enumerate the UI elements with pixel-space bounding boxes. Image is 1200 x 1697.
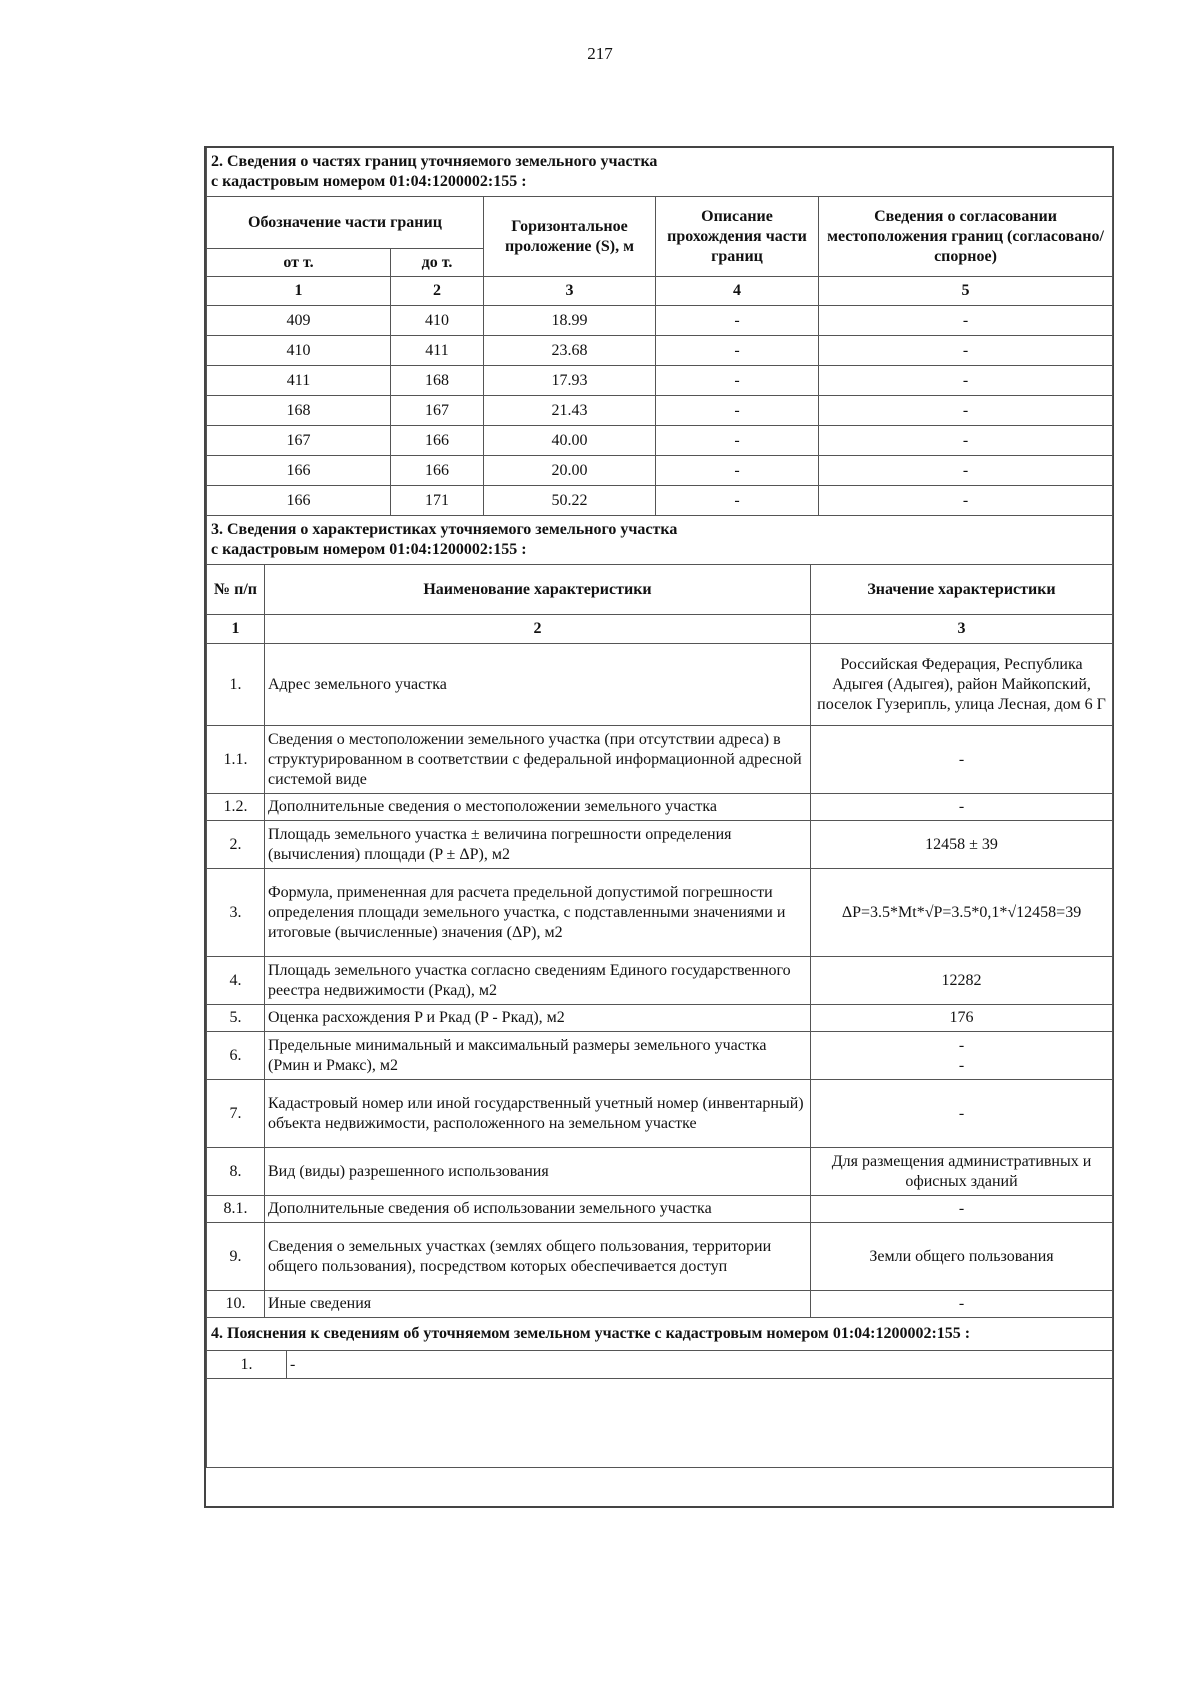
header-agreement: Сведения о согласовании местоположения границ (согласовано/спорное) bbox=[819, 197, 1113, 277]
agreement-cell: - bbox=[819, 486, 1113, 516]
table-row bbox=[207, 426, 1113, 456]
row-number: 1.2. bbox=[207, 794, 265, 821]
characteristic-value: - bbox=[811, 794, 1113, 821]
length-cell: 40.00 bbox=[484, 426, 656, 456]
row-number: 9. bbox=[207, 1223, 265, 1291]
table-row bbox=[207, 336, 1113, 366]
table-row bbox=[207, 1005, 1113, 1032]
table-row bbox=[207, 644, 1113, 726]
from-cell: 168 bbox=[207, 396, 391, 426]
section3-title bbox=[207, 516, 1113, 565]
table-row bbox=[207, 1196, 1113, 1223]
table-row bbox=[207, 1080, 1113, 1148]
length-cell: 21.43 bbox=[484, 396, 656, 426]
characteristic-value: - bbox=[811, 1291, 1113, 1318]
header-from-point: от т. bbox=[207, 249, 391, 277]
to-cell: 167 bbox=[391, 396, 484, 426]
description-cell: - bbox=[656, 456, 819, 486]
characteristic-name: Площадь земельного участка ± величина погрешности определения (вычисления) площади (P ± ΔP), м2 bbox=[265, 821, 811, 869]
section2-title bbox=[207, 148, 1113, 197]
characteristic-name: Адрес земельного участка bbox=[265, 644, 811, 726]
table-row bbox=[207, 794, 1113, 821]
agreement-cell: - bbox=[819, 396, 1113, 426]
col-number: 1 bbox=[207, 615, 265, 644]
characteristic-name: Площадь земельного участка согласно сведениям Единого государственного реестра недвижимости (Pкад), м2 bbox=[265, 957, 811, 1005]
explanation-text: - bbox=[287, 1351, 1113, 1379]
characteristic-name: Формула, примененная для расчета предельной допустимой погрешности определения площади земельного участка, с подставленными значениями и итоговые (вычисленные) значения (ΔP), м2 bbox=[265, 869, 811, 957]
characteristic-name: Вид (виды) разрешенного использования bbox=[265, 1148, 811, 1196]
section2-table bbox=[206, 148, 1113, 516]
table-row bbox=[207, 1291, 1113, 1318]
row-number: 3. bbox=[207, 869, 265, 957]
table-row bbox=[207, 366, 1113, 396]
col-number: 2 bbox=[391, 277, 484, 306]
characteristic-name: Сведения о местоположении земельного участка (при отсутствии адреса) в структурированном в соответствии с федеральной информационной адресной системой виде bbox=[265, 726, 811, 794]
table-row bbox=[207, 456, 1113, 486]
table-row bbox=[207, 726, 1113, 794]
agreement-cell: - bbox=[819, 366, 1113, 396]
characteristic-name: Иные сведения bbox=[265, 1291, 811, 1318]
header-characteristic-value: Значение характеристики bbox=[811, 565, 1113, 615]
section4-title: 4. Пояснения к сведениям об уточняемом земельном участке с кадастровым номером 01:04:1200002:155 : bbox=[207, 1318, 1113, 1351]
table-row bbox=[207, 1032, 1113, 1080]
col-number: 2 bbox=[265, 615, 811, 644]
table-row bbox=[207, 306, 1113, 336]
row-number: 2. bbox=[207, 821, 265, 869]
section3-table bbox=[206, 516, 1113, 1318]
from-cell: 167 bbox=[207, 426, 391, 456]
characteristic-value: - - bbox=[811, 1032, 1113, 1080]
section3-title-line1: 3. Сведения о характеристиках уточняемого земельного участка bbox=[211, 521, 678, 538]
cadastral-document-frame bbox=[204, 146, 1114, 1508]
characteristic-name: Дополнительные сведения о местоположении земельного участка bbox=[265, 794, 811, 821]
to-cell: 411 bbox=[391, 336, 484, 366]
header-to-point: до т. bbox=[391, 249, 484, 277]
characteristic-value: 12458 ± 39 bbox=[811, 821, 1113, 869]
section4-table bbox=[206, 1318, 1113, 1468]
characteristic-value: 176 bbox=[811, 1005, 1113, 1032]
characteristic-value: Земли общего пользования bbox=[811, 1223, 1113, 1291]
characteristic-name: Оценка расхождения P и Pкад (P - Pкад), м2 bbox=[265, 1005, 811, 1032]
row-number: 6. bbox=[207, 1032, 265, 1080]
characteristic-value: Российская Федерация, Республика Адыгея (Адыгея), район Майкопский, поселок Гузерипль, улица Лесная, дом 6 Г bbox=[811, 644, 1113, 726]
length-cell: 17.93 bbox=[484, 366, 656, 396]
table-row bbox=[207, 1223, 1113, 1291]
page-number: 217 bbox=[587, 44, 613, 63]
to-cell: 168 bbox=[391, 366, 484, 396]
length-cell: 50.22 bbox=[484, 486, 656, 516]
from-cell: 166 bbox=[207, 456, 391, 486]
to-cell: 171 bbox=[391, 486, 484, 516]
agreement-cell: - bbox=[819, 306, 1113, 336]
table-row bbox=[207, 396, 1113, 426]
to-cell: 166 bbox=[391, 426, 484, 456]
empty-notes-area bbox=[207, 1379, 1113, 1468]
agreement-cell: - bbox=[819, 426, 1113, 456]
description-cell: - bbox=[656, 486, 819, 516]
description-cell: - bbox=[656, 366, 819, 396]
from-cell: 409 bbox=[207, 306, 391, 336]
length-cell: 23.68 bbox=[484, 336, 656, 366]
section2-title-line2: с кадастровым номером 01:04:1200002:155 : bbox=[211, 173, 527, 190]
characteristic-name: Сведения о земельных участках (землях общего пользования, территории общего пользования), посредством которых обеспечивается доступ bbox=[265, 1223, 811, 1291]
row-number: 1.1. bbox=[207, 726, 265, 794]
col-number: 3 bbox=[811, 615, 1113, 644]
row-number: 1. bbox=[207, 644, 265, 726]
table-row bbox=[207, 486, 1113, 516]
characteristic-value: - bbox=[811, 1080, 1113, 1148]
from-cell: 411 bbox=[207, 366, 391, 396]
row-number: 8. bbox=[207, 1148, 265, 1196]
header-characteristic-name: Наименование характеристики bbox=[265, 565, 811, 615]
characteristic-name: Предельные минимальный и максимальный размеры земельного участка (Pмин и Pмакс), м2 bbox=[265, 1032, 811, 1080]
table-row bbox=[207, 957, 1113, 1005]
description-cell: - bbox=[656, 336, 819, 366]
row-number: 1. bbox=[207, 1351, 287, 1379]
col-number: 5 bbox=[819, 277, 1113, 306]
row-number: 4. bbox=[207, 957, 265, 1005]
characteristic-value: Для размещения административных и офисных зданий bbox=[811, 1148, 1113, 1196]
to-cell: 410 bbox=[391, 306, 484, 336]
table-row bbox=[207, 869, 1113, 957]
characteristic-value: - bbox=[811, 1196, 1113, 1223]
row-number: 8.1. bbox=[207, 1196, 265, 1223]
col-number: 3 bbox=[484, 277, 656, 306]
header-part-designation: Обозначение части границ bbox=[207, 197, 484, 249]
header-number: № п/п bbox=[207, 565, 265, 615]
header-horizontal-length: Горизонтальное проложение (S), м bbox=[484, 197, 656, 277]
from-cell: 166 bbox=[207, 486, 391, 516]
characteristic-name: Кадастровый номер или иной государственный учетный номер (инвентарный) объекта недвижимости, расположенного на земельном участке bbox=[265, 1080, 811, 1148]
description-cell: - bbox=[656, 306, 819, 336]
section2-title-line1: 2. Сведения о частях границ уточняемого земельного участка bbox=[211, 153, 658, 170]
description-cell: - bbox=[656, 396, 819, 426]
length-cell: 20.00 bbox=[484, 456, 656, 486]
agreement-cell: - bbox=[819, 336, 1113, 366]
row-number: 10. bbox=[207, 1291, 265, 1318]
agreement-cell: - bbox=[819, 456, 1113, 486]
column-number-row bbox=[207, 277, 1113, 306]
table-row bbox=[207, 1351, 1113, 1379]
to-cell: 166 bbox=[391, 456, 484, 486]
characteristic-value: ΔP=3.5*Mt*√P=3.5*0,1*√12458=39 bbox=[811, 869, 1113, 957]
col-number: 1 bbox=[207, 277, 391, 306]
characteristic-value: - bbox=[811, 726, 1113, 794]
column-number-row bbox=[207, 615, 1113, 644]
table-row bbox=[207, 821, 1113, 869]
from-cell: 410 bbox=[207, 336, 391, 366]
length-cell: 18.99 bbox=[484, 306, 656, 336]
description-cell: - bbox=[656, 426, 819, 456]
col-number: 4 bbox=[656, 277, 819, 306]
section3-title-line2: с кадастровым номером 01:04:1200002:155 : bbox=[211, 541, 527, 558]
characteristic-name: Дополнительные сведения об использовании земельного участка bbox=[265, 1196, 811, 1223]
characteristic-value: 12282 bbox=[811, 957, 1113, 1005]
header-description: Описание прохождения части границ bbox=[656, 197, 819, 277]
row-number: 5. bbox=[207, 1005, 265, 1032]
table-row bbox=[207, 1148, 1113, 1196]
row-number: 7. bbox=[207, 1080, 265, 1148]
